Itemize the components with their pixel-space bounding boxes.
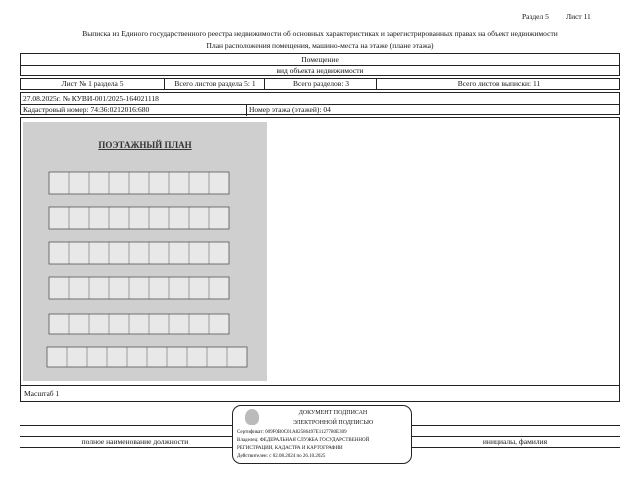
plan-title: ПОЭТАЖНЫЙ ПЛАН	[98, 140, 192, 150]
date-number: 27.08.2025г. № КУВИ-001/2025-164021118	[21, 93, 619, 105]
floor-number: Номер этажа (этажей): 04	[246, 105, 331, 116]
total-sheets: Всего листов выписки: 11	[376, 79, 621, 89]
stamp-cert: Сертификат: 009F0B0C01A82586497E1127780E309	[237, 430, 347, 435]
total-sections: Всего разделов: 3	[264, 79, 377, 89]
electronic-signature-stamp	[232, 405, 412, 464]
sheet-number: Лист № 1 раздела 5	[61, 79, 124, 88]
total-section-sheets: Всего листов раздела 5: 1	[164, 79, 265, 89]
sheets-row	[20, 78, 620, 90]
emblem-icon	[245, 409, 259, 425]
doc-info	[20, 92, 620, 115]
stamp-line1: ДОКУМЕНТ ПОДПИСАН	[298, 410, 368, 416]
scale-label: Масштаб 1	[24, 389, 60, 398]
stamp-owner2: РЕГИСТРАЦИИ, КАДАСТРА И КАРТОГРАФИИ	[237, 446, 343, 451]
object-type: Помещение	[21, 54, 619, 66]
object-type-caption: вид объекта недвижимости	[276, 66, 364, 75]
document-subtitle: План расположения помещения, машино-места на этаже (плане этажа)	[206, 41, 434, 50]
object-type-box	[20, 53, 620, 76]
floor-plan-image	[23, 122, 267, 381]
section-label: Раздел 5	[522, 12, 549, 21]
position-caption: полное наименование должности	[81, 437, 189, 446]
stamp-owner: Владелец: ФЕДЕРАЛЬНАЯ СЛУЖБА ГОСУДАРСТВЕННОЙ	[237, 438, 370, 443]
cadastral-number: Кадастровый номер: 74:36:0212016:680	[23, 105, 150, 114]
floor-plan-drawing	[23, 122, 267, 381]
document-title: Выписка из Единого государственного реестра недвижимости об основных характеристиках и зарегистрированных правах на объект недвижимости	[82, 29, 558, 38]
stamp-line2: ЭЛЕКТРОННОЙ ПОДПИСЬЮ	[292, 420, 374, 426]
plan-frame	[20, 117, 620, 402]
sheet-label: Лист 11	[566, 12, 591, 21]
stamp-valid: Действителен: с 02.08.2024 по 26.10.2025	[237, 454, 326, 459]
divider	[21, 385, 619, 386]
initials-caption: инициалы, фамилия	[482, 437, 548, 446]
